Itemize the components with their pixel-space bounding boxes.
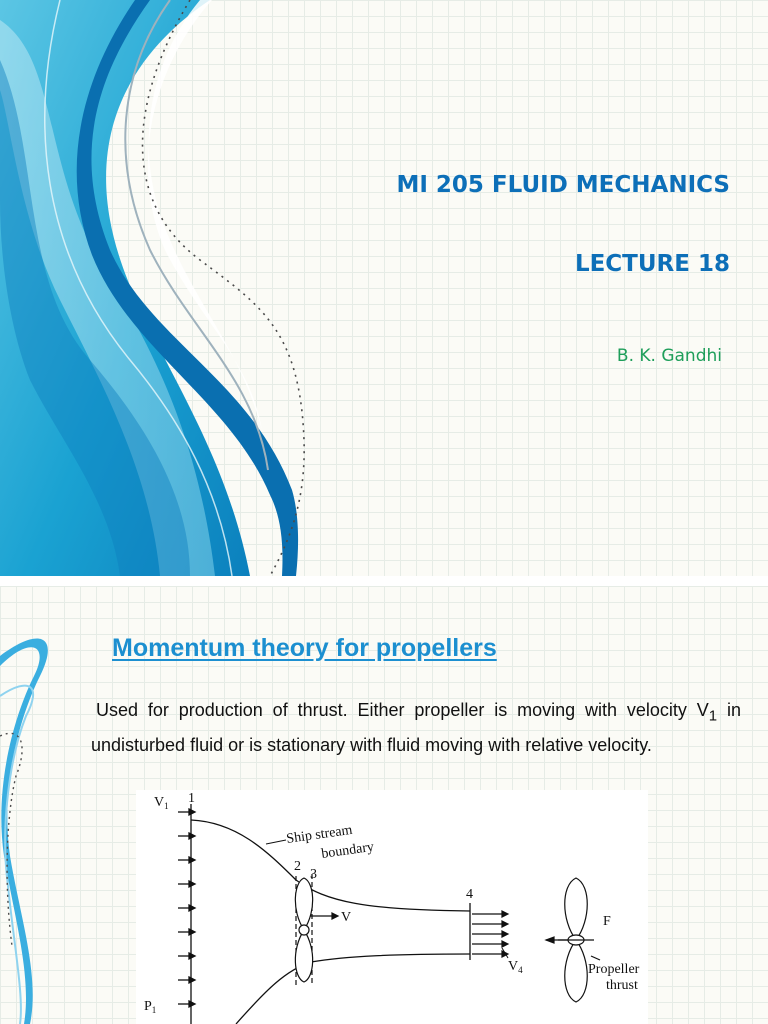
author-name: B. K. Gandhi xyxy=(616,346,722,366)
slipstream-leader xyxy=(266,840,286,844)
slide-heading: Momentum theory for propellers xyxy=(112,634,497,662)
f-label: F xyxy=(603,914,611,929)
inflow-arrows xyxy=(178,809,195,1007)
wave-decoration-small xyxy=(0,586,120,1024)
propeller-diagram xyxy=(136,790,648,1024)
station-2-label: 2 xyxy=(294,859,301,874)
outflow-arrows xyxy=(472,911,508,957)
propeller-thrust-label-line1: Propeller xyxy=(588,962,640,977)
station-3-label: 3 xyxy=(310,867,317,882)
station-4-label: 4 xyxy=(466,887,473,902)
v-label: V xyxy=(341,910,352,925)
lecture-title: LECTURE 18 xyxy=(574,251,730,277)
v4-label: $V_4$ xyxy=(508,959,523,975)
propeller-thrust-sketch xyxy=(546,878,600,1002)
slipstream-lower xyxy=(236,954,470,1024)
course-title: MI 205 FLUID MECHANICS xyxy=(396,172,730,198)
propeller-thrust-label-line2: thrust xyxy=(606,978,638,993)
slide-gap xyxy=(0,576,768,586)
body-text-part1: Used for production of thrust. Either propeller is moving with velocity V xyxy=(96,700,709,720)
content-slide xyxy=(0,586,768,1024)
body-text-part2: in undisturbed fluid or is stationary with fluid moving with relative velocity. xyxy=(91,700,742,755)
body-paragraph xyxy=(91,696,741,760)
p1-label: $P_1$ xyxy=(144,999,157,1015)
body-text-subscript: 1 xyxy=(708,707,718,725)
v1-label: $V_1$ xyxy=(154,795,169,811)
slipstream-label-line2: boundary xyxy=(320,839,375,862)
slipstream-label-line1: Ship stream xyxy=(285,822,354,847)
station-1-label: 1 xyxy=(188,791,195,806)
propeller-disk xyxy=(295,874,338,986)
